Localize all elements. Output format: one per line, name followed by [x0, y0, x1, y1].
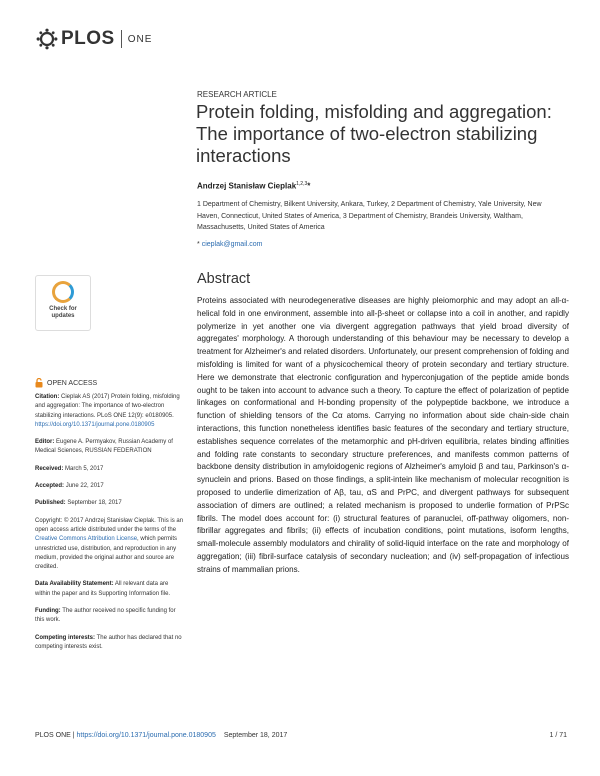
email-marker: * — [197, 241, 200, 248]
editor-text: Eugene A. Permyakov, Russian Academy of Medical Sciences, RUSSIAN FEDERATION — [35, 439, 173, 455]
received-label: Received: — [35, 465, 64, 472]
footer-date: September 18, 2017 — [223, 732, 288, 739]
accepted-date: June 22, 2017 — [65, 483, 104, 490]
accepted-label: Accepted: — [35, 483, 65, 490]
competing-interests-text: The author has declared that no competing interests exist. — [35, 634, 182, 650]
accepted-block — [35, 482, 185, 491]
logo-divider — [121, 30, 122, 48]
email-link[interactable]: cieplak@gmail.com — [201, 241, 263, 248]
author-line — [197, 181, 310, 191]
copyright-text-end: , which permits unrestricted use, distribution, and reproduction in any medium, provided the original author and source are credited. — [35, 536, 178, 571]
copyright-block — [35, 517, 185, 573]
check-updates-line2: updates — [51, 313, 75, 319]
data-availability-text: All relevant data are within the paper and its Supporting Information file. — [35, 581, 171, 597]
competing-interests-block — [35, 634, 185, 653]
open-access-text: OPEN ACCESS — [47, 379, 98, 387]
corresponding-marker: * — [307, 181, 311, 191]
abstract-heading: Abstract — [197, 271, 251, 287]
footer-doi-link[interactable]: https://doi.org/10.1371/journal.pone.0180905 — [76, 732, 216, 739]
published-date: September 18, 2017 — [67, 500, 122, 507]
open-lock-icon — [35, 378, 43, 388]
title-line-2: The importance of two-electron stabilizing — [196, 123, 538, 144]
funding-text: The author received no specific funding for this work. — [35, 608, 176, 624]
article-title — [196, 101, 576, 167]
citation-block — [35, 393, 185, 430]
page-footer — [35, 732, 567, 739]
data-availability-label: Data Availability Statement: — [35, 581, 114, 588]
citation-label: Citation: — [35, 394, 60, 400]
open-access-label — [35, 378, 97, 388]
funding-block — [35, 607, 185, 626]
title-line-1: Protein folding, misfolding and aggregation: — [196, 101, 552, 122]
footer-separator: | — [72, 732, 75, 739]
check-updates-line1: Check for — [49, 306, 77, 312]
editor-label: Editor: — [35, 439, 55, 446]
author-affiliation-marks: 1,2,3 — [296, 181, 308, 187]
title-line-3: interactions — [196, 145, 291, 166]
copyright-text: Copyright: © 2017 Andrzej Stanisław Cieplak. This is an open access article distributed under the terms of the — [35, 517, 184, 533]
abstract-body: Proteins associated with neurodegenerative diseases are highly pleiomorphic and may adopt an all-α-helical fold in one environment, assemble into all-β-sheet or collapse into a coil in another, and rapidly polymerize in yet another one via divergent aggregation pathways that yield broad diversity of aggregates' morphology. A thorough understanding of this behaviour may be necessary to develop a treatment for Alzheimer's and related disorders. Unfortunately, our present comprehension of folding and misfolding is limited for want of a physicochemical theory of protein secondary and tertiary structure. Here we demonstrate that electronic configuration and hyperconjugation of the peptide amide bonds ought to be taken into account to advance such a theory. To capture the effect of polarization of peptide linkages on conformational and H-bonding propensity of the polypeptide backbone, we introduce a function of shielding tensors of the Cα atoms. Carrying no information about side chain-side chain interactions, this function nonetheless identifies basic features of the secondary and tertiary structure, establishes sequence correlates of the metamorphic and pH-driven equilibria, relates binding affinities and folding rate constants to secondary structure preferences, and manifests common patterns of backbone density distribution in amyloidogenic regions of Alzheimer's amyloid β and tau, Parkinson's α-synuclein and prions. Based on those findings, a split-intein like mechanism of molecular recognition is proposed to underlie dimerization of Aβ, tau, αS and PrPC, and divergent pathways for subsequent association of dimers are outlined; a related mechanism is proposed to underlie formation of PrPSc fibrils. The model does account for: (i) structural features of paranuclei, off-pathway oligomers, non-fibrillar aggregates and fibrils; (ii) effects of incubation conditions, point mutations, isoform lengths, small-molecule assembly modulators and chirality of solid-liquid interface on the rate and morphology of aggregation; (iii) fibril-surface catalysis of secondary nucleation; and (iv) self-propagation of infectious strains of mammalian prions. — [197, 296, 569, 574]
footer-journal: PLOS ONE — [35, 732, 71, 739]
data-availability-block — [35, 580, 185, 599]
plos-one-logo[interactable] — [36, 27, 152, 51]
check-for-updates-badge[interactable] — [35, 275, 91, 331]
citation-text: Cieplak AS (2017) Protein folding, misfolding and aggregation: The importance of two-electron stabilizing interactions. PLoS ONE 12(9): e0180905. — [35, 394, 180, 419]
article-info-sidebar — [35, 393, 185, 660]
plos-logo-icon — [36, 28, 58, 50]
affiliations: 1 Department of Chemistry, Bilkent University, Ankara, Turkey, 2 Department of Chemistry, Yale University, New Haven, Connecticut, United States of America, 3 Department of Chemistry, Brandeis University, Waltham, Massachusetts, United States of America — [197, 201, 542, 231]
published-label: Published: — [35, 500, 66, 507]
license-link[interactable]: Creative Commons Attribution License — [35, 536, 138, 543]
received-block — [35, 465, 185, 474]
published-block — [35, 499, 185, 508]
journal-name: ONE — [127, 33, 153, 45]
author-name: Andrzej Stanisław Cieplak — [197, 181, 297, 191]
corresponding-email — [197, 241, 262, 248]
page-number: 1 / 71 — [549, 732, 567, 739]
funding-label: Funding: — [35, 608, 61, 615]
update-ring-icon — [52, 281, 74, 303]
article-type: RESEARCH ARTICLE — [197, 90, 277, 99]
citation-doi-link[interactable]: https://doi.org/10.1371/journal.pone.0180905 — [35, 421, 155, 428]
brand-name: PLOS — [61, 28, 115, 49]
received-date: March 5, 2017 — [65, 465, 104, 472]
editor-block — [35, 438, 185, 457]
competing-interests-label: Competing interests: — [35, 634, 96, 641]
